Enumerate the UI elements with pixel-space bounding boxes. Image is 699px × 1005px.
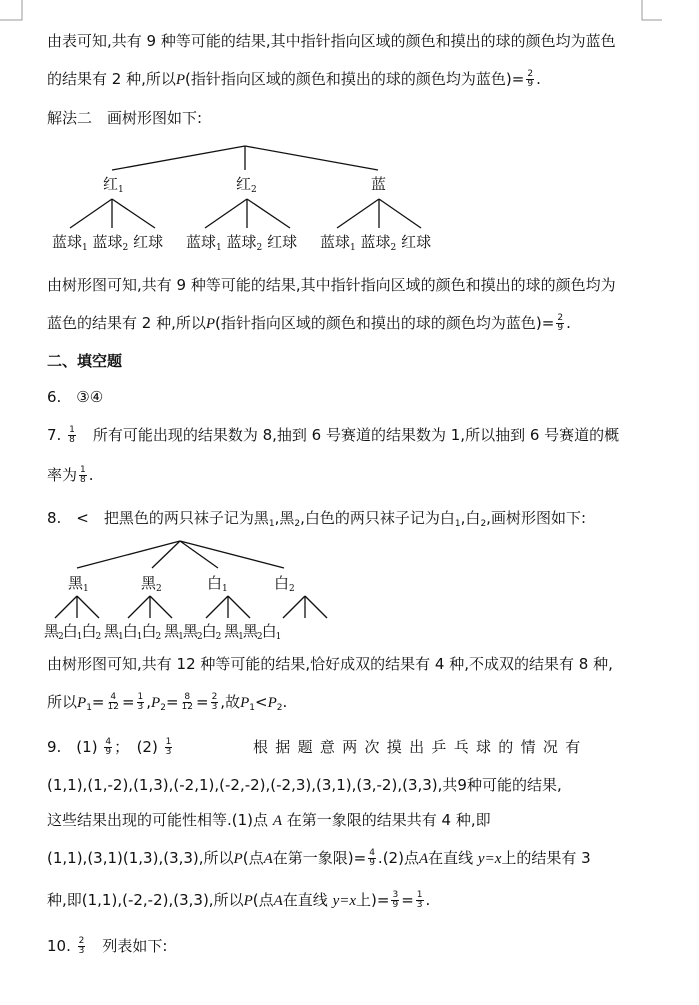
text-fragment: A	[263, 851, 273, 867]
text-fragment: 3	[137, 702, 144, 712]
fraction	[416, 891, 424, 910]
text-fragment: 9	[369, 858, 375, 868]
para-table-result-line1: 由表可知,共有 9 种等可能的结果,其中指针指向区域的颜色和摸出的球的颜色均为蓝色	[47, 32, 616, 50]
text-fragment: 白	[81, 622, 96, 640]
text-fragment: 3	[392, 890, 399, 900]
answer-q6: 6. ③④	[47, 388, 104, 406]
text-fragment: (点	[242, 849, 264, 867]
fraction	[104, 738, 112, 757]
text-fragment: 黑	[164, 622, 179, 640]
equals: =	[511, 70, 525, 88]
tree2-node-white2	[274, 573, 295, 599]
text-fragment: 2	[122, 243, 129, 253]
text-fragment: y=x	[477, 851, 502, 867]
text-fragment: 这些结果出现的可能性相等.(1)点	[47, 811, 269, 829]
text-fragment: 1	[238, 632, 243, 642]
text-fragment: 红	[103, 175, 119, 193]
text-fragment: 9. (1)	[47, 738, 98, 756]
text-fragment: ； (2)	[114, 738, 158, 756]
text-fragment: 1	[165, 737, 172, 747]
text-fragment: 2	[156, 584, 162, 594]
text-fragment: 1	[268, 519, 275, 529]
text-fragment: 1	[69, 425, 75, 435]
answer-q9-line5	[47, 890, 430, 911]
text-fragment: 4	[110, 692, 117, 702]
text-fragment: 9	[392, 900, 399, 910]
text-fragment: 红	[236, 175, 252, 193]
text-fragment: 1	[86, 703, 92, 713]
text-fragment: 3	[416, 900, 423, 910]
text-fragment: 2	[160, 703, 166, 713]
text-fragment: 白	[201, 622, 216, 640]
text-fragment: 2	[215, 632, 221, 642]
text-fragment: 所以	[47, 693, 78, 711]
text-fragment: 蓝色的结果有 2 种,所以	[47, 314, 206, 332]
text-fragment: .	[282, 693, 288, 711]
text-fragment: 所有可能出现的结果数为 8,抽到 6 号赛道的结果数为 1,所以抽到 6 号赛道的概	[77, 426, 620, 444]
text-fragment: 9	[557, 323, 564, 333]
text-fragment: 1	[350, 243, 356, 253]
text: (指针指向区域的颜色和摸出的球的颜色均为蓝色)	[185, 70, 512, 88]
text-fragment: 蓝球	[92, 233, 123, 251]
text-fragment: 2	[276, 703, 283, 713]
text-fragment: 7.	[47, 426, 62, 444]
text-fragment: 12	[107, 702, 119, 712]
text: 的结果有 2 种,所以	[47, 70, 176, 88]
answer-q9-line2: (1,1),(1,-2),(1,3),(-2,1),(-2,-2),(-2,3),(3,1),(3,-2),(3,3),共9种可能的结果,	[47, 776, 562, 794]
period: .	[536, 70, 541, 88]
text-fragment: 蓝球	[52, 233, 83, 251]
text-fragment: P	[267, 695, 277, 711]
tree2-leaves	[44, 621, 280, 647]
section-heading-fill-blank: 二、填空题	[47, 352, 123, 370]
text-fragment: 白	[261, 622, 276, 640]
method-two-heading: 解法二 画树形图如下:	[47, 109, 203, 127]
text-fragment: .(2)点	[377, 849, 419, 867]
text-fragment: ,故	[220, 693, 241, 711]
text-fragment: 2	[78, 936, 85, 946]
text-fragment: =	[165, 693, 179, 711]
text-fragment: 黑	[141, 574, 157, 592]
text-fragment: 2	[480, 519, 487, 529]
text-fragment: 黑	[44, 622, 59, 640]
text-fragment: P	[205, 316, 216, 332]
text-fragment: 2	[256, 243, 263, 253]
text-fragment: 1	[249, 703, 255, 713]
text-fragment: 1	[275, 632, 281, 642]
fraction	[368, 849, 376, 868]
text-fragment: =	[376, 891, 390, 909]
text-fragment: A	[418, 851, 429, 867]
text-fragment: 2	[211, 692, 218, 702]
text-fragment: 蓝球	[186, 233, 217, 251]
text-fragment: 2	[196, 632, 202, 642]
numerator: 2	[527, 69, 534, 79]
text-fragment: 白	[207, 574, 223, 592]
text-fragment: =	[353, 849, 367, 867]
answer-q8-tree-result: 由树形图可知,共有 12 种等可能的结果,恰好成双的结果有 4 种,不成双的结果有 8 种,	[47, 655, 613, 673]
text-fragment: 1	[80, 465, 86, 475]
text-fragment: =	[541, 314, 555, 332]
text-fragment: =	[91, 693, 105, 711]
text-fragment: 蓝球	[320, 233, 351, 251]
text-fragment: 2	[289, 584, 295, 594]
text-fragment: ,黑	[274, 509, 295, 527]
text-fragment: 在第一象限的结果共有 4 种,即	[286, 811, 491, 829]
text-fragment: 黑	[224, 622, 239, 640]
text-fragment: P	[233, 851, 243, 867]
text-fragment: 白	[122, 622, 137, 640]
text-fragment: 1	[416, 890, 423, 900]
text-fragment: P	[151, 695, 161, 711]
answer-q8-probabilities	[47, 692, 287, 718]
text-fragment: (指针指向区域的颜色和摸出的球的颜色均为蓝色)	[215, 314, 542, 332]
text-fragment: ,白色的两只袜子记为白	[300, 509, 455, 527]
answer-q9-line3	[47, 810, 491, 831]
text-fragment: 蓝	[371, 175, 387, 193]
text-fragment: ,	[146, 693, 152, 711]
fraction	[391, 891, 399, 910]
fraction	[78, 937, 86, 956]
text-fragment: 1	[118, 185, 124, 195]
tree2-node-white1	[207, 573, 228, 599]
text-fragment: 蓝球	[360, 233, 391, 251]
text-fragment: 1	[118, 632, 123, 642]
text-fragment: 红球	[133, 233, 164, 251]
text-fragment: 8	[80, 475, 86, 485]
text-fragment: 蓝球	[226, 233, 257, 251]
text-fragment: 3	[211, 702, 218, 712]
text-fragment: .	[425, 891, 431, 909]
text-fragment: 8. < 把黑色的两只袜子记为黑	[47, 509, 269, 527]
text-fragment: 1	[82, 243, 88, 253]
text-fragment: 白	[62, 622, 77, 640]
tree2-node-black2	[141, 573, 162, 599]
text-fragment: 2	[251, 185, 257, 195]
denominator: 9	[527, 79, 534, 89]
text-fragment: 1	[454, 519, 461, 529]
text-fragment: 红球	[401, 233, 432, 251]
text-fragment: 黑	[104, 622, 119, 640]
fraction	[107, 693, 120, 712]
text-fragment: 上)	[356, 891, 377, 909]
text-fragment: ,白	[460, 509, 481, 527]
answer-q9-intro: 根据题意两次摸出乒乓球的情况有	[253, 738, 588, 756]
prob-symbol: P	[175, 72, 186, 88]
text-fragment: 列表如下:	[87, 937, 168, 955]
fraction	[137, 693, 145, 712]
text-fragment: 在直线	[428, 849, 474, 867]
text-fragment: 2	[155, 632, 161, 642]
text-fragment: 1	[76, 632, 82, 642]
text-fragment: 2	[256, 632, 262, 642]
text-fragment: =	[121, 693, 135, 711]
text-fragment: 10.	[47, 937, 71, 955]
text-fragment: 4	[105, 737, 112, 747]
text-fragment: 率为	[47, 466, 78, 484]
text-fragment: .	[88, 466, 94, 484]
text-fragment: 1	[136, 632, 142, 642]
text-fragment: A	[272, 813, 282, 829]
text-fragment: 红球	[267, 233, 298, 251]
text-fragment: 2	[58, 632, 63, 642]
text-fragment: 9	[105, 747, 112, 757]
para-tree-result-line1: 由树形图可知,共有 9 种等可能的结果,其中指针指向区域的颜色和摸出的球的颜色均为	[47, 276, 616, 294]
text-fragment: 1	[83, 584, 89, 594]
tree2-node-black1	[68, 573, 89, 599]
text-fragment: 1	[216, 243, 222, 253]
text-fragment: (点	[252, 891, 274, 909]
text-fragment: 3	[165, 747, 172, 757]
fraction	[211, 693, 219, 712]
answer-q9-line1	[47, 737, 174, 757]
text-fragment: =	[401, 891, 414, 909]
text-fragment: 黑	[182, 622, 197, 640]
fraction	[181, 693, 194, 712]
text-fragment: 12	[181, 702, 193, 712]
text-fragment: 白	[141, 622, 156, 640]
text-fragment: 黑	[68, 574, 84, 592]
text-fragment: 上的结果有 3	[501, 849, 591, 867]
text-fragment: 黑	[242, 622, 257, 640]
text-fragment: 4	[369, 848, 375, 858]
text-fragment: 在直线	[282, 891, 328, 909]
text-fragment: 1	[178, 632, 183, 642]
text-fragment: P	[243, 893, 253, 909]
text-fragment: =	[195, 693, 209, 711]
text-fragment: 在第一象限)	[272, 849, 354, 867]
text-fragment: <	[254, 693, 268, 711]
text-fragment: 2	[95, 632, 101, 642]
text-fragment: 1	[137, 692, 144, 702]
text-fragment: P	[240, 695, 250, 711]
text-fragment: P	[77, 695, 87, 711]
answer-q10	[47, 936, 167, 956]
text-fragment: 8	[184, 692, 191, 702]
text-fragment: 2	[294, 519, 301, 529]
text-fragment: 3	[78, 946, 85, 956]
text-fragment: 种,即(1,1),(-2,-2),(3,3),所以	[47, 891, 244, 909]
text-fragment: (1,1),(3,1)(1,3),(3,3),所以	[47, 849, 234, 867]
text-fragment: 白	[274, 574, 290, 592]
text-fragment: 2	[390, 243, 397, 253]
text-fragment: 1	[222, 584, 228, 594]
text-fragment: ,画树形图如下:	[486, 509, 586, 527]
text-fragment: 8	[69, 435, 75, 445]
answer-q9-line4	[47, 848, 591, 869]
text-fragment: .	[566, 314, 571, 332]
fraction	[165, 738, 173, 757]
text-fragment: y=x	[332, 893, 357, 909]
text-fragment: A	[273, 893, 283, 909]
text-fragment: 2	[557, 313, 564, 323]
